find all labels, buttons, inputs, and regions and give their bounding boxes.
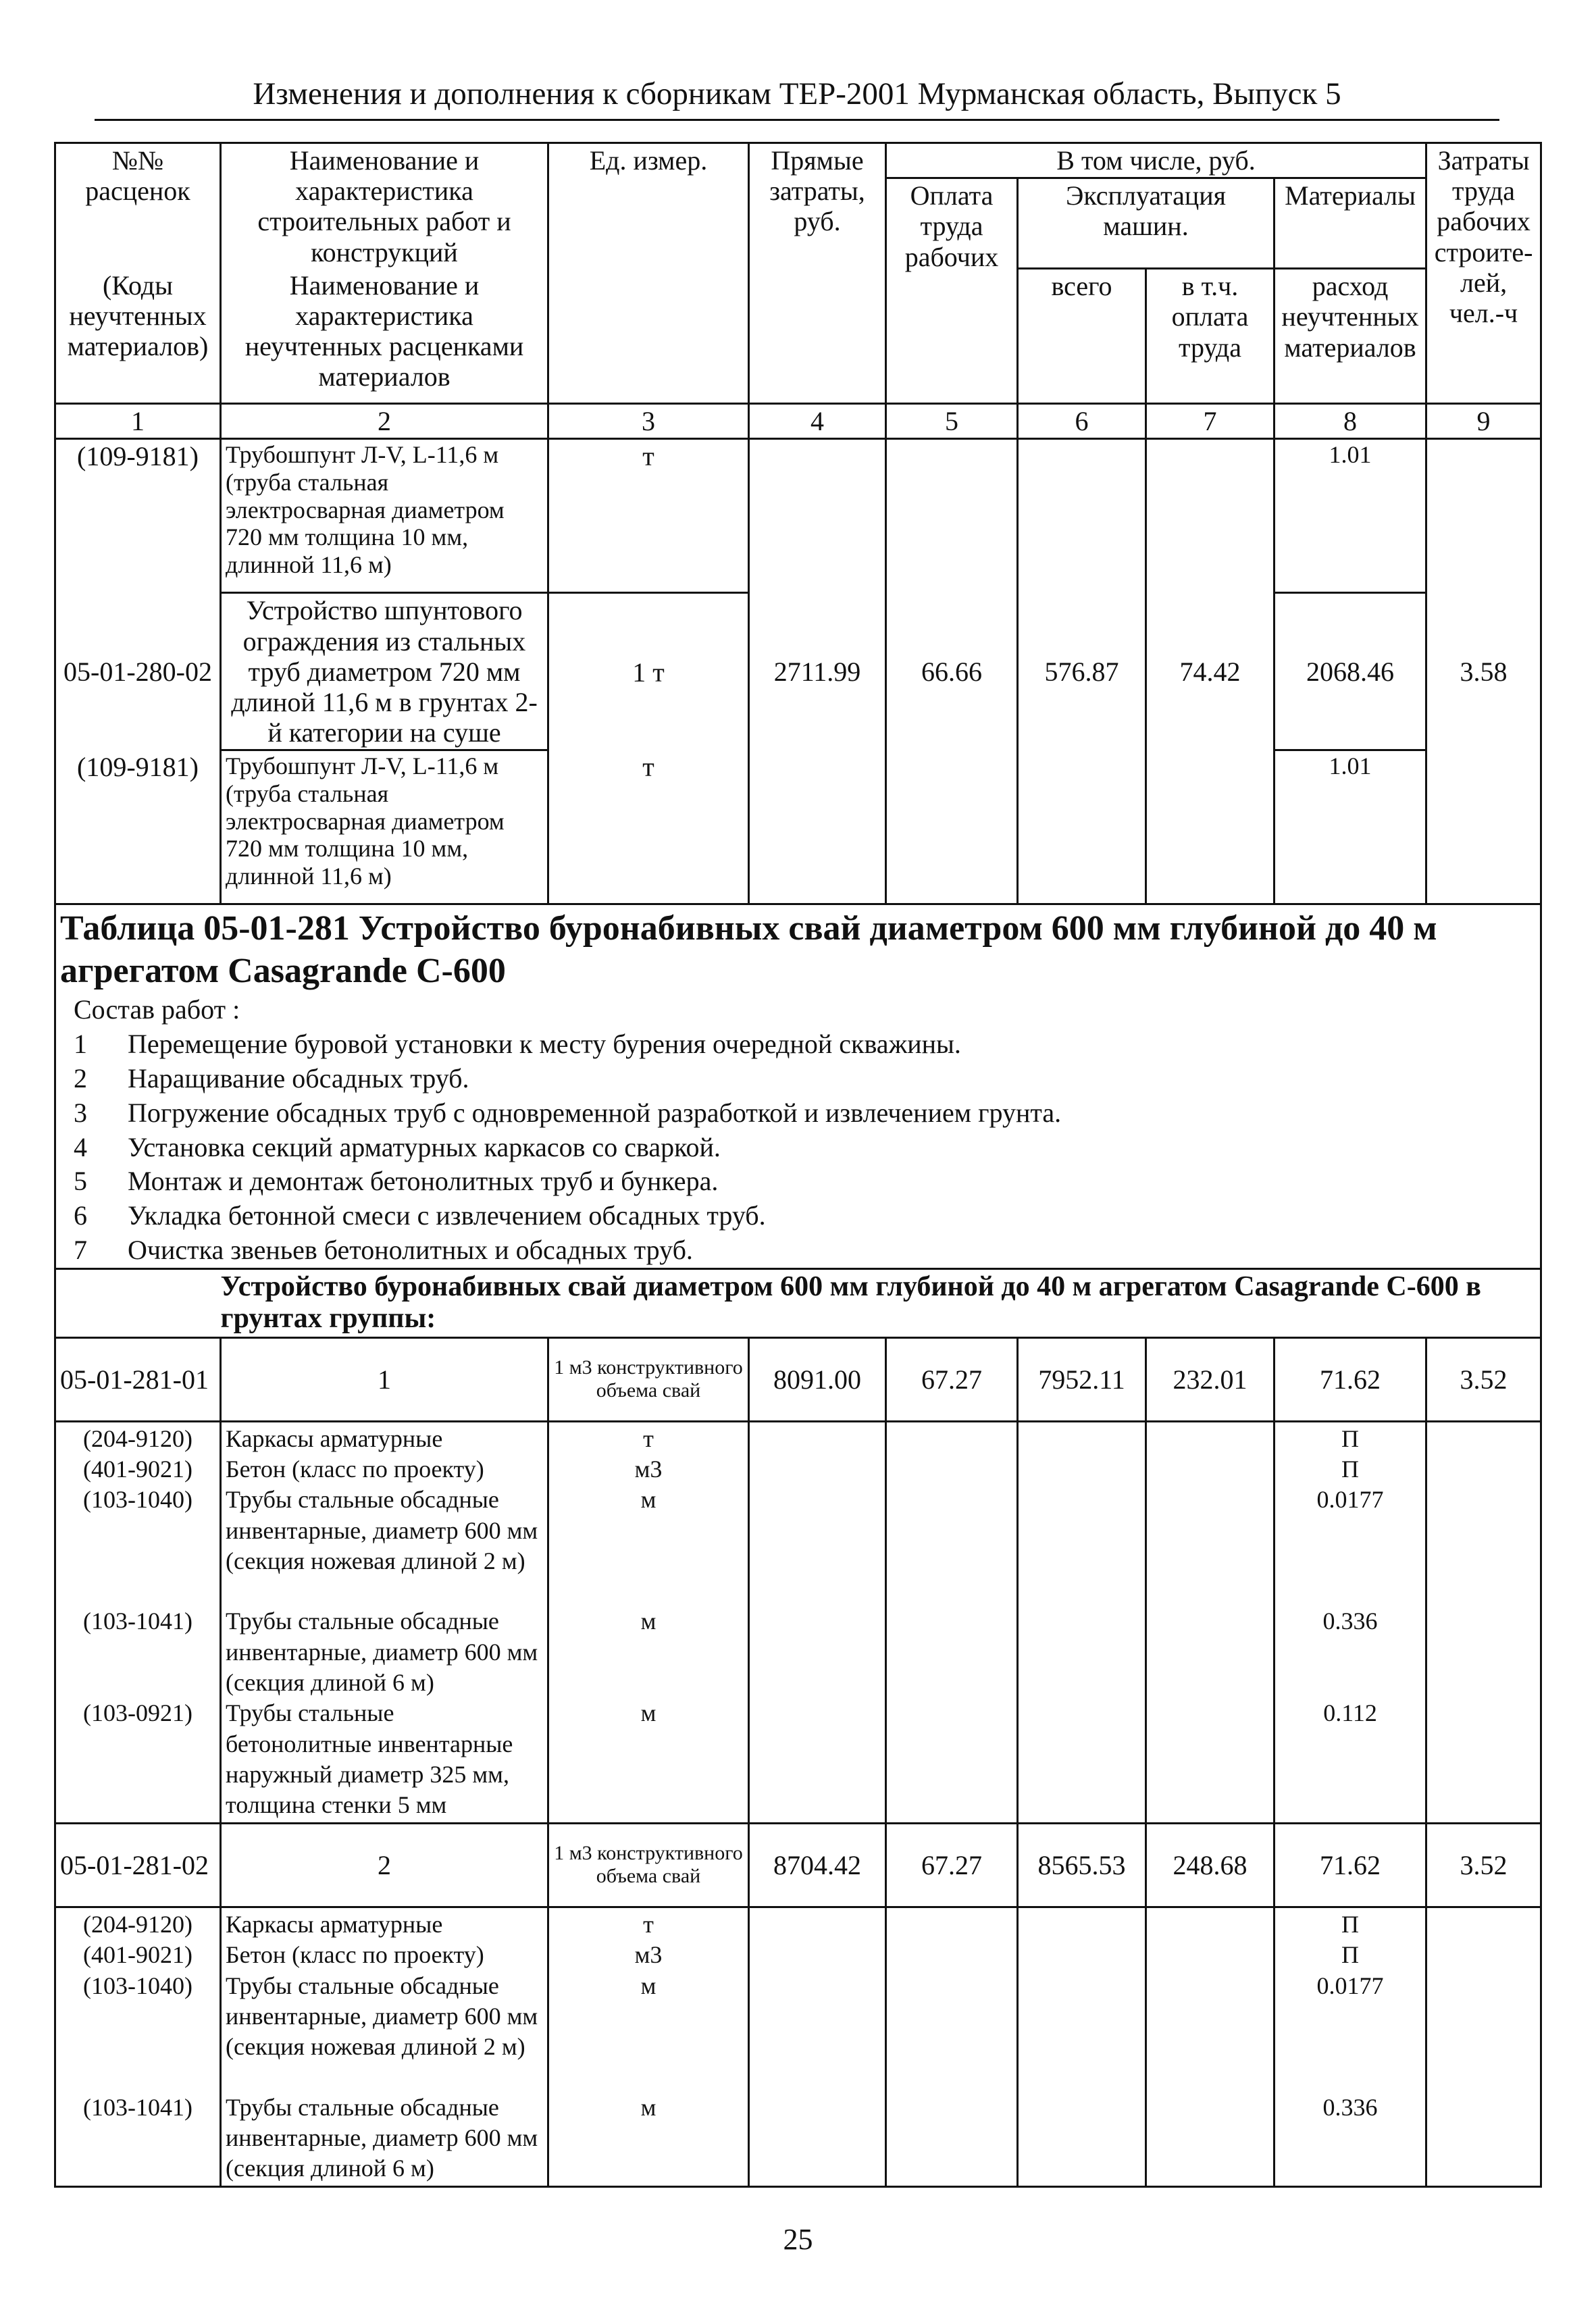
mat-unit: м3 [634,1456,663,1483]
mat-unit: т [643,1424,654,1452]
row-name: 1 [221,1337,548,1421]
mat-code: (103-1041) [83,2093,192,2121]
colnum: 8 [1275,404,1426,439]
mat-unit: м [640,2093,657,2121]
row-code: 05-01-280-02 [55,593,221,750]
mat-code: (103-1040) [83,1972,192,1999]
col4-header: Прямые затраты, руб. [749,143,886,404]
mat-unit: м [640,1608,657,1635]
colnum: 3 [548,404,749,439]
price-row [55,1823,1541,1907]
row-direct: 8704.42 [749,1823,886,1907]
table-row [55,593,1541,750]
mat-qty: 0.336 [1322,2093,1378,2121]
list-item: 7 Очистка звеньев бетонолитных и обсадных труб. [74,1234,693,1265]
mat-qty: 0.112 [1323,1699,1377,1727]
row-materials: 71.62 [1275,1823,1426,1907]
mat-qty: 0.336 [1322,1608,1378,1635]
row-machines: 7952.11 [1018,1337,1146,1421]
row-unit: 1 т [548,593,749,750]
column-numbers-row [55,404,1541,439]
list-item: 5 Монтаж и демонтаж бетонолитных труб и бункера. [74,1166,719,1197]
mat-qty: П [1341,1910,1360,1938]
row-name: Трубошпунт Л-V, L-11,6 м (труба стальная электросварная диаметром 720 мм толщина 10 мм, длинной 11,6 м) [221,750,548,904]
row-materials: 2068.46 [1275,593,1426,750]
materials-block [55,1421,1541,1823]
row-machine-labor: 232.01 [1146,1337,1275,1421]
row-direct: 2711.99 [749,593,886,750]
header-rule [95,119,1499,121]
rates-table [54,142,1542,2188]
mat-unit: м [640,1699,657,1727]
colnum: 1 [55,404,221,439]
col7-header: в т.ч. оплата труда [1146,269,1275,404]
row-material-qty: 1.01 [1275,439,1426,593]
row-direct: 8091.00 [749,1337,886,1421]
row-materials: 71.62 [1275,1337,1426,1421]
mat-code: (103-1041) [83,1608,192,1635]
mat-code: (401-9021) [83,1456,192,1483]
col5-header: Оплата труда рабочих [886,178,1018,404]
group-heading-row [55,1268,1541,1337]
mat-name: Трубы стальные обсадные инвентарные, диаметр 600 мм (секция длиной 6 м) [226,1608,538,1697]
col6-header: всего [1018,269,1146,404]
mat-qty: 0.0177 [1316,1972,1384,1999]
mat-qty: П [1341,1941,1360,1969]
colnum: 5 [886,404,1018,439]
mat-unit: м [640,1972,657,1999]
mat-name: Каркасы арматурные [226,1910,443,1938]
row-unit: т [548,750,749,904]
row-hours: 3.52 [1426,1823,1541,1907]
row-name: 2 [221,1823,548,1907]
mat-name: Трубы стальные обсадные инвентарные, диаметр 600 мм (секция длиной 6 м) [226,2093,538,2182]
mat-code: (204-9120) [83,1424,192,1452]
col2-header-bottom: Наименование и характеристика неучтенных расценками материалов [221,269,548,404]
list-item: 1 Перемещение буровой установки к месту бурения очередной скважины. [74,1029,961,1060]
row-code: (109-9181) [55,439,221,593]
row-machines: 8565.53 [1018,1823,1146,1907]
mat-qty: П [1341,1456,1360,1483]
row-labor: 66.66 [886,593,1018,750]
col9-header: Затраты труда рабочих строите-лей, чел.-ч [1426,143,1541,404]
colnum: 4 [749,404,886,439]
row-name: Устройство шпунтового ограждения из стальных труб диаметром 720 мм длиной 11,6 м в грунтах 2-й категории на суше [221,593,548,750]
list-item: 3 Погружение обсадных труб с одновременной разработкой и извлечением грунта. [74,1097,1062,1128]
row-material-qty: 1.01 [1275,750,1426,904]
page-number: 25 [783,2223,813,2256]
mat-unit: м [640,1486,657,1514]
row-machine-labor: 74.42 [1146,593,1275,750]
col1-header-bottom: (Коды неучтенных материалов) [55,269,221,404]
list-item: 6 Укладка бетонной смеси с извлечением обсадных труб. [74,1200,766,1231]
col1-header-top: №№ расценок [55,143,221,269]
row-machines: 576.87 [1018,593,1146,750]
mat-code: (204-9120) [83,1910,192,1938]
row-hours: 3.58 [1426,593,1541,750]
materials-block [55,1907,1541,2186]
mat-name: Каркасы арматурные [226,1424,443,1452]
mat-name: Трубы стальные бетонолитные инвентарные наружный диаметр 325 мм, толщина стенки 5 мм [226,1699,513,1819]
mat-name: Бетон (класс по проекту) [226,1941,484,1969]
col8-header-top: Материалы [1275,178,1426,269]
colnum: 7 [1146,404,1275,439]
table-row [55,750,1541,904]
row-code: 05-01-281-01 [55,1337,221,1421]
row-unit: 1 м3 конструктивного объема свай [548,1337,749,1421]
table-title: Таблица 05-01-281 Устройство буронабивных свай диаметром 600 мм глубиной до 40 м агрегатом Casagrande C-600 [60,909,1437,990]
row-code: 05-01-281-02 [55,1823,221,1907]
row-code: (109-9181) [55,750,221,904]
page-header: Изменения и дополнения к сборникам ТЕР-2001 Мурманская область, Выпуск 5 [253,76,1341,111]
mat-code: (401-9021) [83,1941,192,1969]
mat-name: Бетон (класс по проекту) [226,1456,484,1483]
colnum: 6 [1018,404,1146,439]
works-list [60,1027,1536,1268]
table-title-row [55,904,1541,1268]
col6-group-header: Эксплуатация машин. [1018,178,1275,269]
group-heading: Устройство буронабивных свай диаметром 600 мм глубиной до 40 м агрегатом Casagrande C-600 в грунтах группы: [221,1268,1541,1337]
row-hours: 3.52 [1426,1337,1541,1421]
table-row [55,439,1541,593]
price-row [55,1337,1541,1421]
mat-name: Трубы стальные обсадные инвентарные, диаметр 600 мм (секция ножевая длиной 2 м) [226,1972,538,2061]
works-heading: Состав работ : [74,994,240,1025]
incl-header: В том числе, руб. [886,143,1426,178]
row-unit: т [548,439,749,593]
mat-qty: П [1341,1424,1360,1452]
row-labor: 67.27 [886,1823,1018,1907]
list-item: 4 Установка секций арматурных каркасов со сваркой. [74,1131,721,1162]
col3-header: Ед. измер. [548,143,749,404]
colnum: 2 [221,404,548,439]
col2-header-top: Наименование и характеристика строительных работ и конструкций [221,143,548,269]
row-unit: 1 м3 конструктивного объема свай [548,1823,749,1907]
mat-name: Трубы стальные обсадные инвентарные, диаметр 600 мм (секция ножевая длиной 2 м) [226,1486,538,1575]
mat-code: (103-0921) [83,1699,192,1727]
mat-code: (103-1040) [83,1486,192,1514]
list-item: 2 Наращивание обсадных труб. [74,1062,469,1094]
col8-header-bottom: расход неучтенных материалов [1275,269,1426,404]
mat-unit: т [643,1910,654,1938]
row-machine-labor: 248.68 [1146,1823,1275,1907]
mat-qty: 0.0177 [1316,1486,1384,1514]
colnum: 9 [1426,404,1541,439]
row-labor: 67.27 [886,1337,1018,1421]
mat-unit: м3 [634,1941,663,1969]
row-name: Трубошпунт Л-V, L-11,6 м (труба стальная электросварная диаметром 720 мм толщина 10 мм, длинной 11,6 м) [221,439,548,593]
